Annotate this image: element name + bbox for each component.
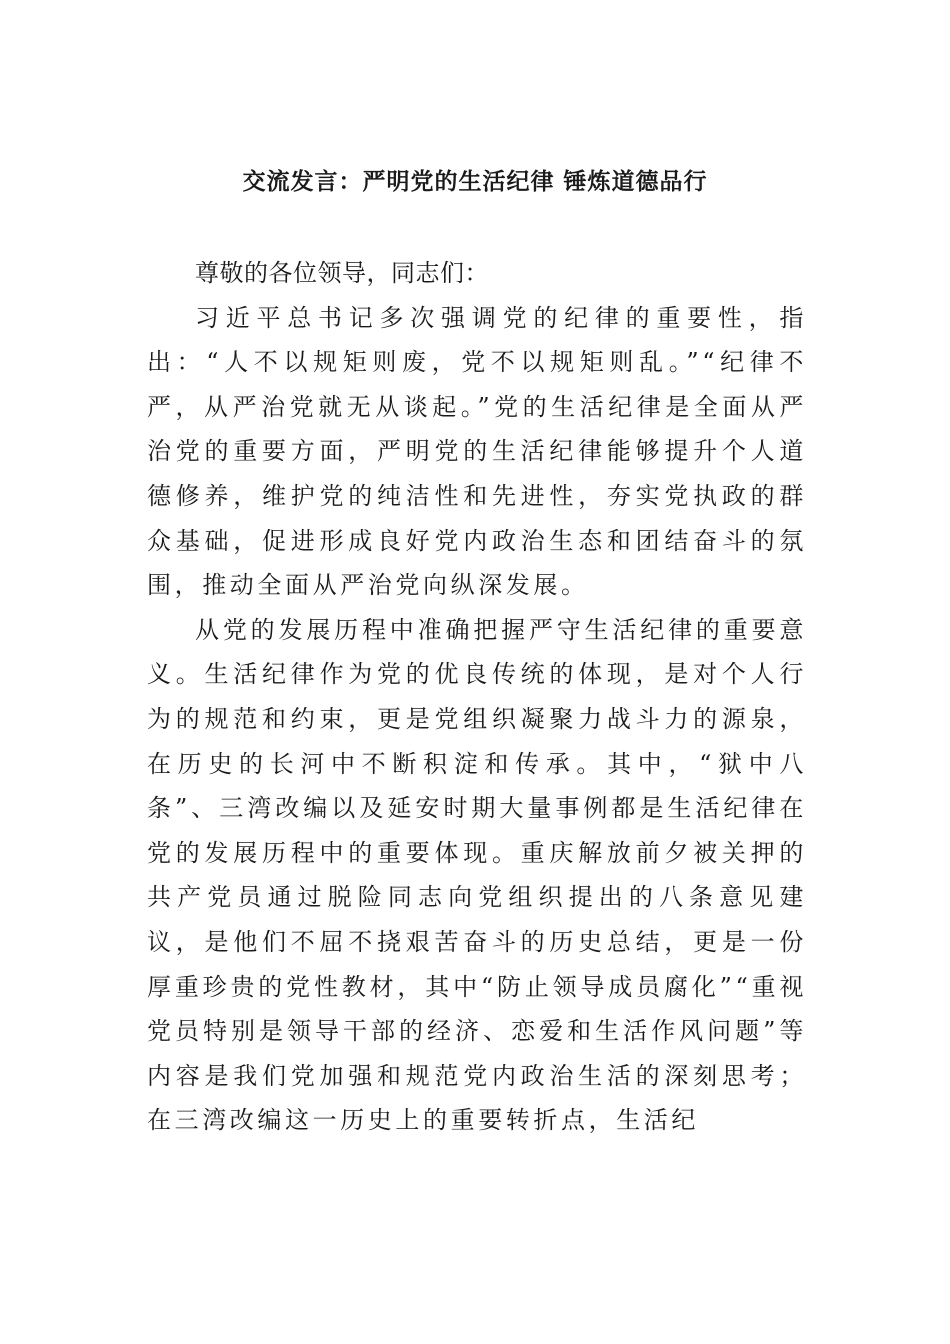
paragraph-2: 从党的发展历程中准确把握严守生活纪律的重要意义。生活纪律作为党的优良传统的体现，是对个人行为的规范和约束，更是党组织凝聚力战斗力的源泉，在历史的长河中不断积淀和传承。其中，“狱中八条”、三湾改编以及延安时期大量事例都是生活纪律在党的发展历程中的重要体现。重庆解放前夕被关押的共产党员通过脱险同志向党组织提出的八条意见建议，是他们不屈不挠艰苦奋斗的历史总结，更是一份厚重珍贵的党性教材，其中“防止领导成员腐化”“重视党员特别是领导干部的经济、恋爱和生活作风问题”等内容是我们党加强和规范党内政治生活的深刻思考；在三湾改编这一历史上的重要转折点，生活纪	[147, 615, 807, 1135]
salutation: 尊敬的各位领导，同志们：	[195, 259, 489, 287]
document-title: 交流发言：严明党的生活纪律 锤炼道德品行	[242, 169, 708, 195]
paragraph-1: 习近平总书记多次强调党的纪律的重要性，指出：“人不以规矩则废，党不以规矩则乱。”“纪律不严，从严治党就无从谈起。”党的生活纪律是全面从严治党的重要方面，严明党的生活纪律能够提升个人道德修养，维护党的纯洁性和先进性，夯实党执政的群众基础，促进形成良好党内政治生态和团结奋斗的氛围，推动全面从严治党向纵深发展。	[147, 303, 807, 600]
document-body	[147, 251, 807, 1143]
